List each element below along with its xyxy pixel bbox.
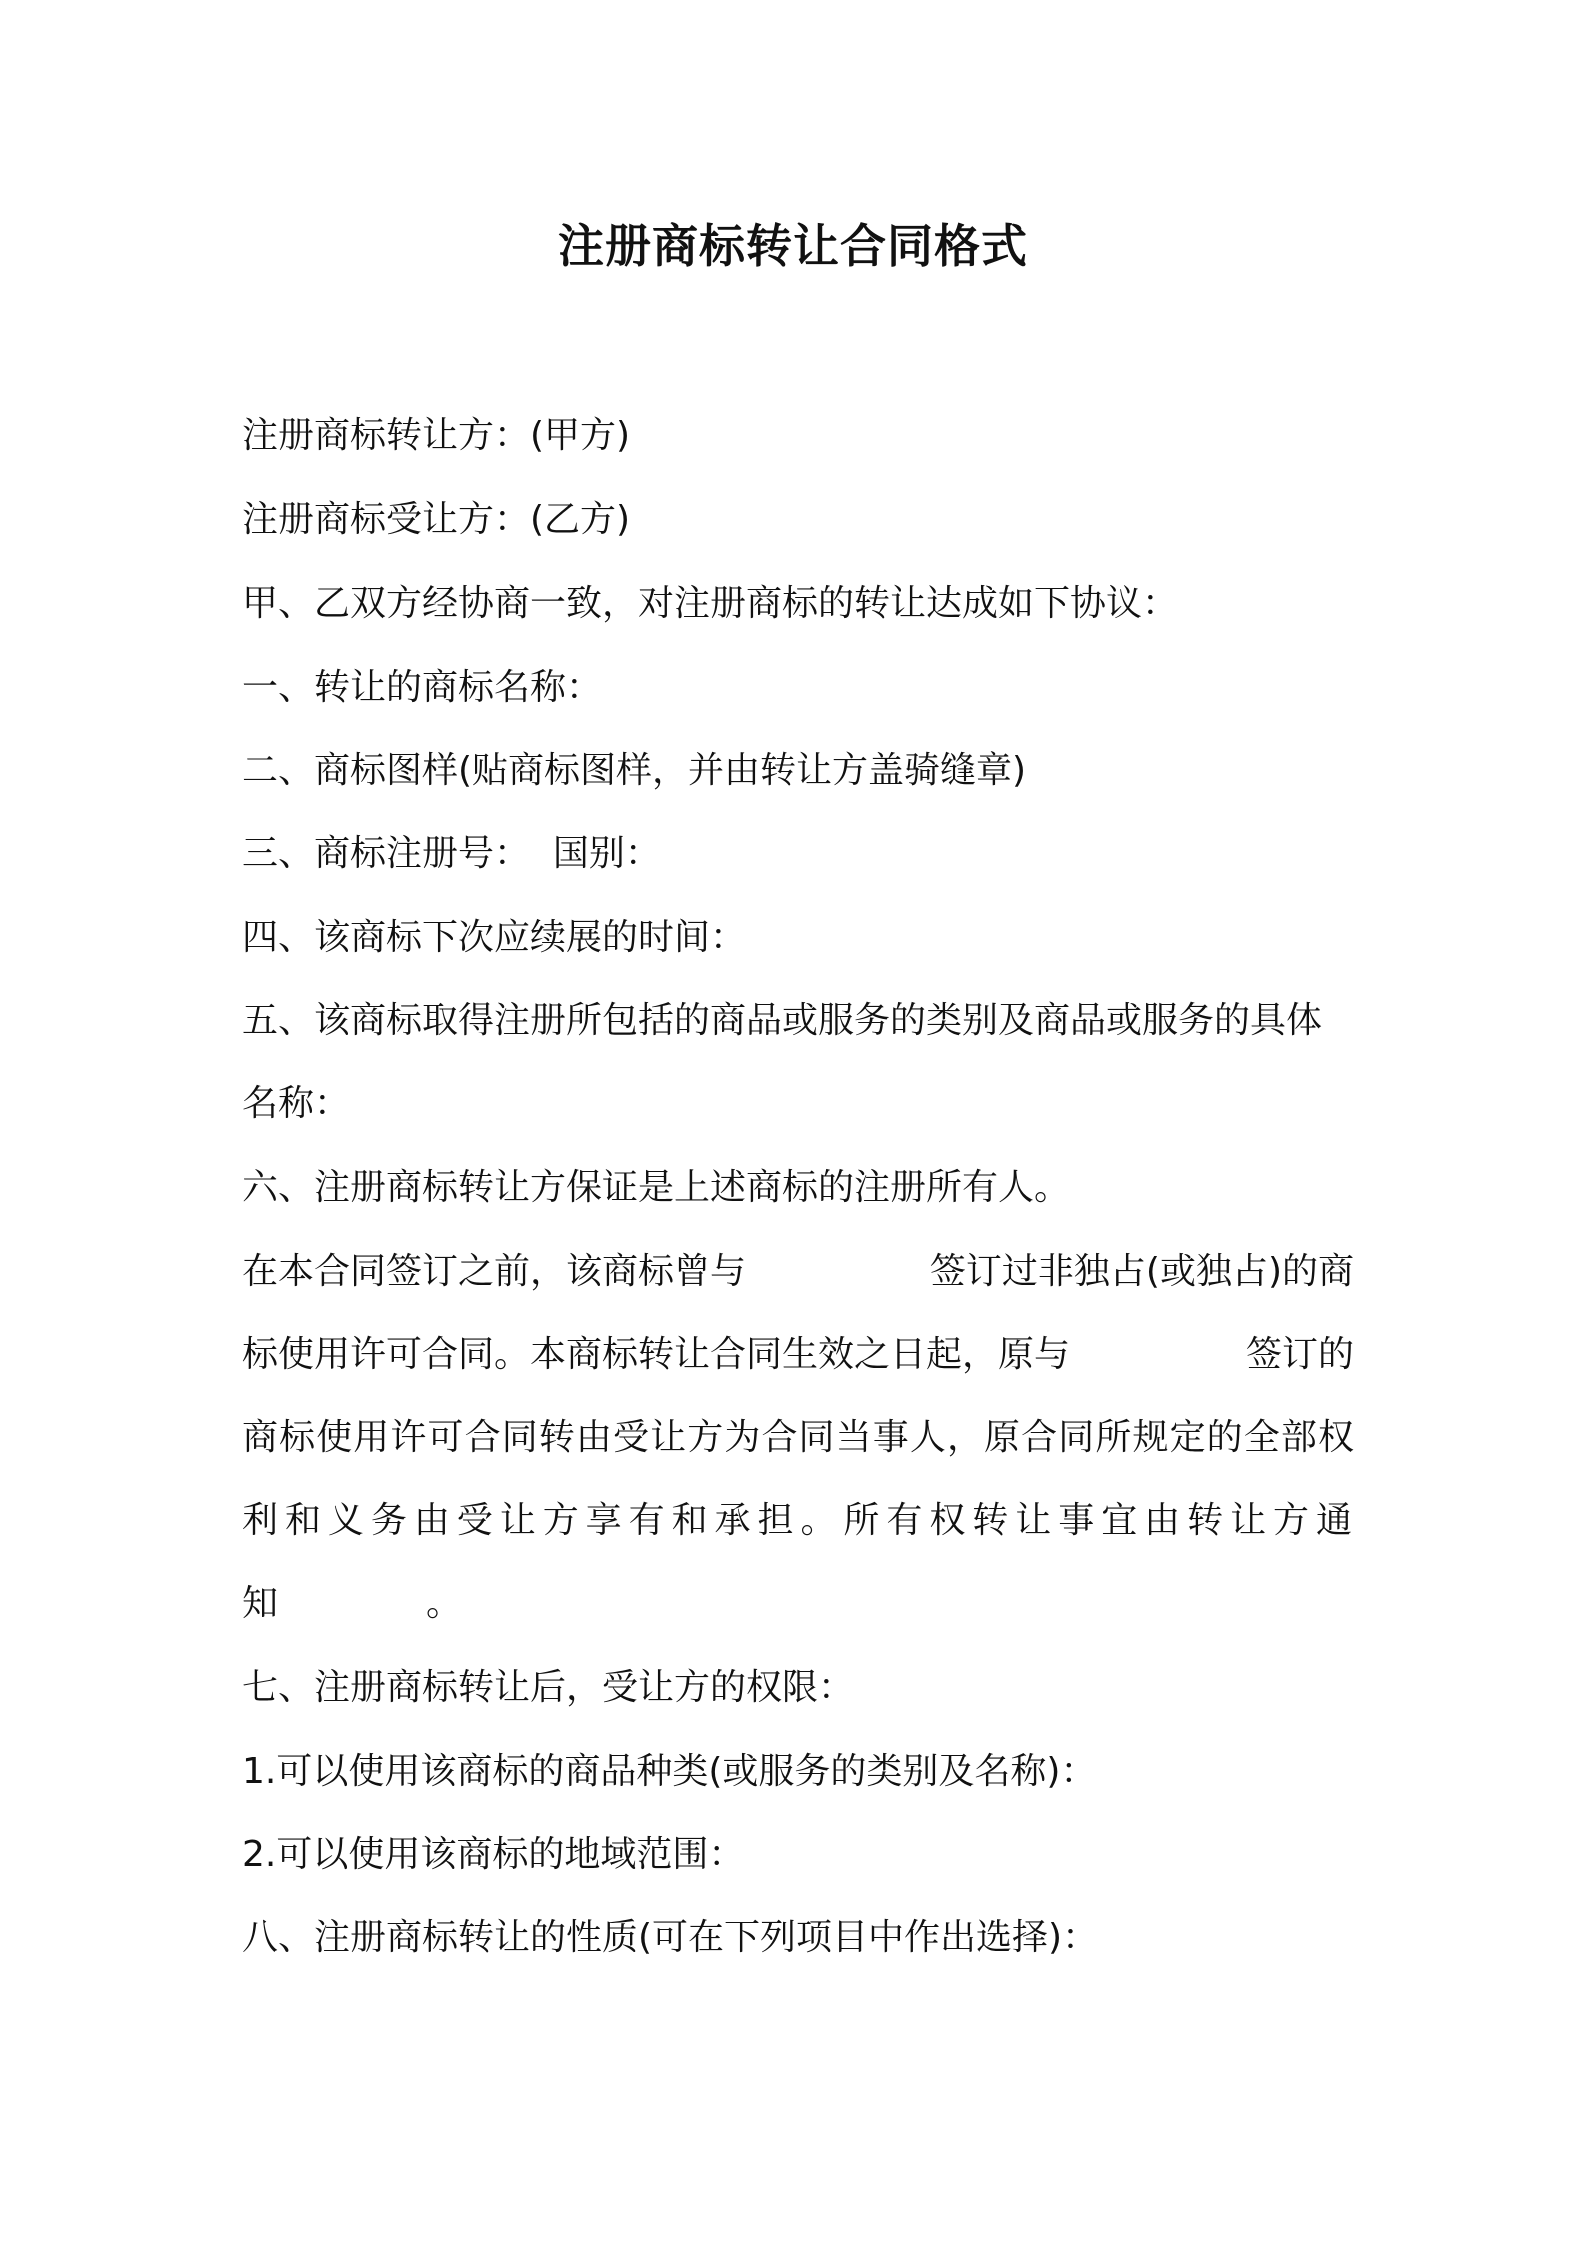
text-line: 1.可以使用该商标的商品种类(或服务的类别及名称)： — [242, 1751, 1097, 1792]
text-segment: 知 — [242, 1583, 279, 1624]
text-line: 八、注册商标转让的性质(可在下列项目中作出选择)： — [242, 1917, 1099, 1958]
text-segment: 签订的 — [1245, 1334, 1354, 1375]
text-line-split — [242, 1248, 1354, 1296]
text-line: 甲、乙双方经协商一致，对注册商标的转让达成如下协议： — [242, 583, 1179, 624]
text-line: 利和义务由受让方享有和承担。所有权转让事宜由转让方通 — [242, 1500, 1354, 1541]
text-line-split — [242, 1331, 1354, 1379]
text-line: 商标使用许可合同转由受让方为合同当事人，原合同所规定的全部权 — [242, 1417, 1354, 1458]
text-line: 三、商标注册号： 国别： — [242, 833, 661, 874]
text-line: 注册商标受让方：(乙方) — [242, 499, 631, 540]
text-line: 注册商标转让方：(甲方) — [242, 415, 631, 456]
document-title: 注册商标转让合同格式 — [558, 219, 1028, 273]
text-segment: 标使用许可合同。本商标转让合同生效之日起，原与 — [242, 1334, 1071, 1375]
text-line: 五、该商标取得注册所包括的商品或服务的类别及商品或服务的具体 — [242, 1000, 1323, 1041]
text-segment: 签订过非独占(或独占)的商 — [929, 1251, 1354, 1292]
text-segment: 在本合同签订之前，该商标曾与 — [242, 1251, 747, 1292]
text-line: 六、注册商标转让方保证是上述商标的注册所有人。 — [242, 1167, 1071, 1208]
text-line: 一、转让的商标名称： — [242, 667, 603, 708]
text-line: 2.可以使用该商标的地域范围： — [242, 1834, 745, 1875]
text-line: 二、商标图样(贴商标图样，并由转让方盖骑缝章) — [242, 750, 1027, 791]
text-line-split — [242, 1580, 462, 1628]
text-line: 七、注册商标转让后，受让方的权限： — [242, 1667, 855, 1708]
text-line: 四、该商标下次应续展的时间： — [242, 917, 747, 958]
text-line: 名称： — [242, 1083, 351, 1124]
text-segment: 。 — [426, 1583, 463, 1624]
